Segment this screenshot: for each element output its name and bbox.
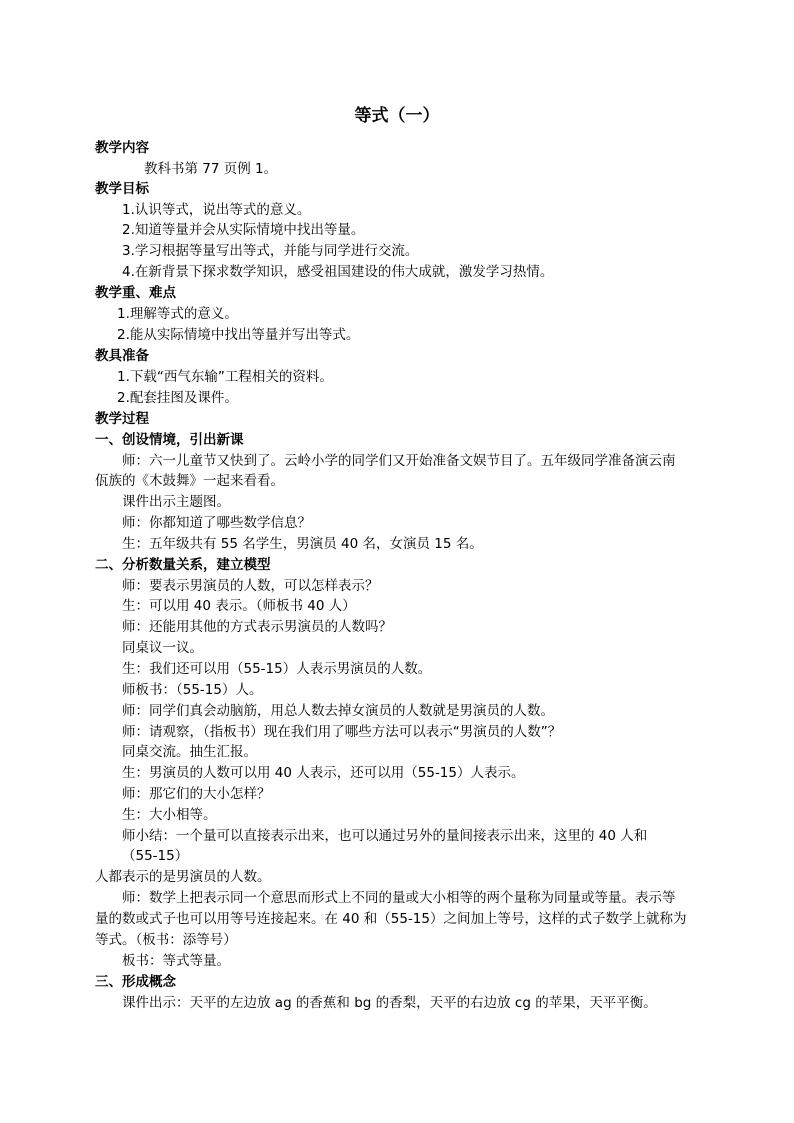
body-line: 板书：等式等量。: [122, 953, 230, 969]
body-line: 2.配套挂图及课件。: [117, 390, 238, 406]
document-title: 等式（一）: [354, 106, 440, 126]
body-line: 1.下载“西气东输”工程相关的资料。: [117, 369, 333, 385]
body-line: （55-15）: [122, 848, 189, 864]
body-line: 师：请观察，（指板书）现在我们用了哪些方法可以表示“男演员的人数”？: [122, 724, 562, 740]
body-line: 生：男演员的人数可以用 40 人表示，还可以用（55-15）人表示。: [122, 765, 525, 781]
body-line: 1.理解等式的意义。: [117, 306, 238, 322]
body-line: 生：可以用 40 表示。（师板书 40 人）: [122, 598, 356, 614]
section-heading: 教学目标: [95, 181, 149, 197]
body-line: 生：我们还可以用（55-15）人表示男演员的人数。: [122, 661, 432, 677]
body-line: 师：同学们真会动脑筋，用总人数去掉女演员的人数就是男演员的人数。: [122, 703, 554, 719]
body-line: 生：五年级共有 55 名学生，男演员 40 名，女演员 15 名。: [122, 536, 483, 552]
body-line: 师：还能用其他的方式表示男演员的人数吗？: [122, 619, 392, 635]
body-line: 生：大小相等。: [122, 807, 217, 823]
body-line: 3.学习根据等量写出等式，并能与同学进行交流。: [122, 243, 419, 259]
section-heading: 教学重、难点: [95, 285, 176, 301]
body-line: 师：你都知道了哪些数学信息？: [122, 515, 311, 531]
section-heading: 教学内容: [95, 140, 149, 156]
body-line: 佤族的《木鼓舞》一起来看看。: [95, 473, 284, 489]
body-line: 师：六一儿童节又快到了。云岭小学的同学们又开始准备文娱节目了。五年级同学准备演云南: [122, 453, 676, 469]
body-line: 2.知道等量并会从实际情境中找出等量。: [122, 222, 365, 238]
section-heading: 二、分析数量关系，建立模型: [95, 557, 271, 573]
body-line: 1.认识等式，说出等式的意义。: [122, 202, 311, 218]
body-line: 教科书第 77 页例 1。: [144, 161, 278, 177]
section-heading: 教学过程: [95, 411, 149, 427]
body-line: 师小结：一个量可以直接表示出来，也可以通过另外的量间接表示出来，这里的 40 人和: [122, 828, 648, 844]
body-line: 师板书：（55-15）人。: [122, 682, 263, 698]
section-heading: 教具准备: [95, 348, 149, 364]
body-line: 人都表示的是男演员的人数。: [95, 869, 271, 885]
body-line: 同桌交流。抽生汇报。: [122, 744, 257, 760]
body-line: 课件出示：天平的左边放 ag 的香蕉和 bg 的香梨，天平的右边放 cg 的苹果，天平平衡。: [122, 995, 657, 1011]
body-line: 2.能从实际情境中找出等量并写出等式。: [117, 327, 360, 343]
body-line: 师：那它们的大小怎样？: [122, 786, 271, 802]
body-line: 师：数学上把表示同一个意思而形式上不同的量或大小相等的两个量称为同量或等量。表示等: [122, 890, 676, 906]
body-line: 课件出示主题图。: [122, 494, 230, 510]
body-line: 师：要表示男演员的人数，可以怎样表示？: [122, 578, 379, 594]
body-line: 等式。（板书：添等号）: [95, 932, 237, 948]
body-line: 量的数或式子也可以用等号连接起来。在 40 和（55-15）之间加上等号，这样的式子数学上就称为: [95, 911, 687, 927]
body-line: 同桌议一议。: [122, 640, 203, 656]
section-heading: 一、创设情境，引出新课: [95, 432, 244, 448]
section-heading: 三、形成概念: [95, 974, 176, 990]
body-line: 4.在新背景下探求数学知识，感受祖国建设的伟大成就，激发学习热情。: [122, 264, 554, 280]
